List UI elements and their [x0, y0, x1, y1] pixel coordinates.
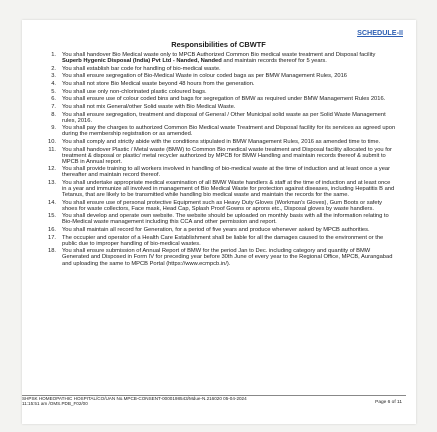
list-item [34, 89, 396, 95]
item-text: You shall ensure use of colour coded bins and bags for segregation of BMW as required under BMW Management Rules 2016. [62, 96, 386, 103]
item-text: You shall provide training to all workers involved in handling of bio-medical waste at the time of induction and at least once a year thereafter and maintain record thereof. [62, 166, 391, 179]
page-number: Page 6 of 11 [375, 400, 402, 405]
item-text: You shall pay the charges to authorized Common Bio Medical waste Treatment and Disposal facility for its services as agreed upon during the membership registration or as amended. [62, 125, 396, 138]
list-item [34, 52, 396, 64]
item-text: You shall use only non-chlorinated plastic coloured bags. [62, 88, 207, 95]
list-item [34, 139, 396, 145]
item-text: You shall ensure use of personal protective Equipment such as Heavy Duty Gloves (Workman's Gloves), Gum Boots or safety shoes for waste collectors, Face mask, Head Cap, Splash Proof Gowns or aprons etc., Disposal gloves by waste handlers. [62, 199, 383, 212]
item-text-tail: and maintain records thereof for 5 years. [221, 58, 327, 65]
item-number: 17. [48, 234, 56, 241]
list-item [34, 96, 396, 102]
item-number: 16. [48, 227, 56, 234]
item-text: The occupier and operator of a Health Care Establishment shall be liable for all the damages caused to the environment or the public due to improper handling of bio-medical wastes. [62, 234, 384, 247]
list-item [34, 180, 396, 198]
list-item [34, 104, 396, 110]
list-item [34, 166, 396, 178]
item-number: 8. [51, 111, 56, 118]
item-text: You shall establish bar code for handling of bio-medical waste. [62, 65, 221, 72]
item-text: You shall ensure segregation of Bio-Medical Waste in colour coded bags as per BMW Management Rules, 2016 [62, 73, 347, 80]
footer-reference: SHPSK HOMEOPATHIC HOSPITAL/CO/UAN No.MPCB-CONSENT-0000198543/Mdue-N.216020 05-04-2024 [22, 396, 247, 401]
item-number: 4. [51, 80, 56, 87]
item-text: You shall comply and strictly abide with the conditions stipulated in BMW Management Rules, 2016 as amended time to time. [62, 138, 381, 145]
item-number: 15. [48, 213, 56, 220]
document-title: Responsibilities of CBWTF [171, 40, 266, 49]
item-text: You shall ensure segregation, treatment and disposal of General / Other Municipal solid waste as per Solid Waste Management rules, 2016. [62, 111, 386, 124]
item-text: You shall handover Bio Medical waste only to MPCB Authorized Common Bio medical waste treatment and Disposal facility [62, 52, 376, 58]
footer-timestamp: 11:15:51 am /OMS.PDB_F02/00 [22, 401, 88, 407]
item-number: 6. [51, 96, 56, 103]
item-number: 7. [51, 103, 56, 110]
item-text: You shall maintain all record for Generation, for a period of five years and produce whenever asked by MPCB authorities. [62, 227, 370, 234]
list-item [34, 73, 396, 79]
item-text: You shall develop and operate own website. The website should be uploaded on monthly basis with all the information relating to Bio-Medical waste management including this CCA and other permission and report. [62, 213, 389, 226]
item-text: You shall handover Plastic / Metal waste (BMW) to Common Bio medical waste treatment and Disposal facility allocated to you for treatment & disposal or plastic/ metal recycler authorized by MPCB for BMW Handling and maintain records thereof & submit to MPCB in Annual report. [62, 146, 392, 165]
item-number: 12. [48, 166, 56, 173]
list-item [34, 81, 396, 87]
item-number: 14. [48, 199, 56, 206]
item-text: You shall not mix General/other Solid waste with Bio Medical Waste. [62, 103, 236, 110]
item-number: 1. [51, 52, 56, 58]
item-number: 5. [51, 88, 56, 95]
list-item [34, 66, 396, 72]
item-number: 18. [48, 248, 56, 255]
item-text: You shall undertake appropriate medical examination of all BMW Waste handlers & staff at the time of induction and at least once in a year and immunize all involved in management of Bio Medical Waste for protection against diseases, including Hepatitis B and Tetanus, that are likely to be transmitted while handling bio medical waste and maintain the records for the same. [62, 179, 395, 199]
list-item [34, 227, 396, 233]
item-text: You shall not store Bio Medical waste beyond 48 hours from the generation. [62, 80, 255, 87]
item-text: You shall ensure submission of Annual Report of BMW for the period Jan to Dec. including category and quantity of BMW Generated and Disposed in Form IV for preceding year before 30th June of every year to the Regional Office, MPCB, Aurangabad and uploading the same to MPCB Portal (https://www.ecmpcb.in/). [62, 248, 393, 267]
item-number: 9. [51, 125, 56, 132]
list-item [34, 112, 396, 124]
item-text-bold: Superb Hygenic Disposal (India) Pvt Ltd - Nanded, Nanded [62, 58, 222, 65]
item-number: 11. [48, 146, 56, 153]
list-item [34, 147, 396, 165]
list-item [34, 200, 396, 212]
list-item [34, 213, 396, 225]
list-item [34, 125, 396, 137]
item-number: 2. [51, 65, 56, 72]
list-item [34, 235, 396, 247]
list-item [34, 248, 396, 266]
item-number: 10. [48, 138, 56, 145]
item-number: 3. [51, 73, 56, 80]
responsibilities-list [34, 52, 396, 268]
item-number: 13. [48, 179, 56, 186]
schedule-label: SCHEDULE-II [357, 28, 403, 37]
